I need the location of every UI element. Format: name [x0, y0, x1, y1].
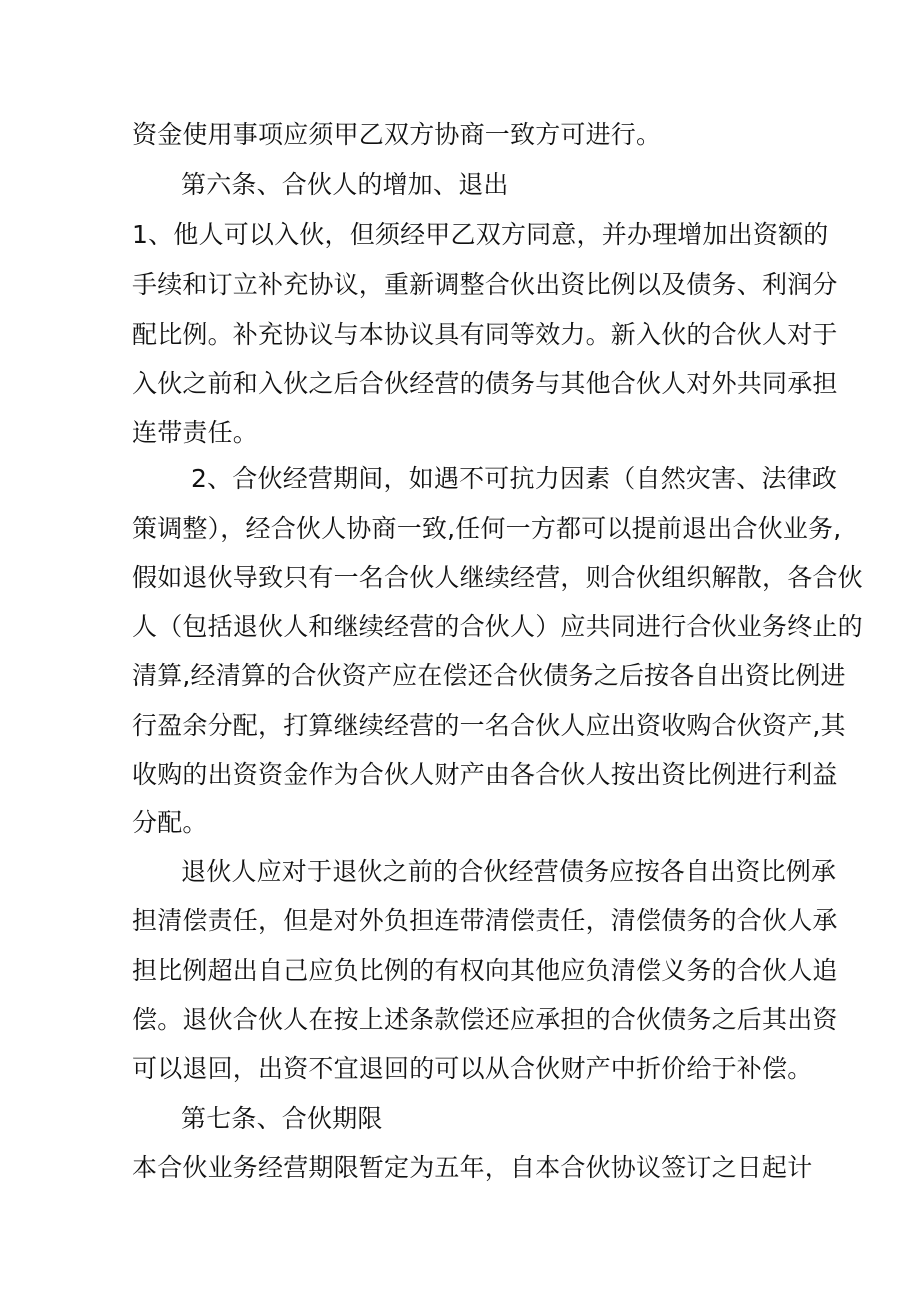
text-line-18: 担比例超出自己应负比例的有权向其他应负清偿义务的合伙人追 [132, 956, 838, 985]
article-6-heading: 第六条、合伙人的增加、退出 [181, 170, 509, 199]
text-line-12: 清算,经清算的合伙资产应在偿还合伙债务之后按各自出资比例进 [132, 661, 846, 690]
text-line-6: 入伙之前和入伙之后合伙经营的债务与其他合伙人对外共同承担 [132, 369, 838, 398]
text-line-20: 可以退回，出资不宜退回的可以从合伙财产中折价给于补偿。 [132, 1054, 813, 1083]
text-line-13: 行盈余分配，打算继续经营的一名合伙人应出资收购合伙资产,其 [132, 711, 846, 740]
text-line-16: 退伙人应对于退伙之前的合伙经营债务应按各自出资比例承 [181, 857, 837, 886]
text-line-15: 分配。 [132, 808, 208, 837]
text-line-14: 收购的出资资金作为合伙人财产由各合伙人按出资比例进行利益 [132, 760, 838, 789]
article-7-heading: 第七条、合伙期限 [181, 1104, 383, 1133]
text-line-17: 担清偿责任，但是对外负担连带清偿责任，清偿债务的合伙人承 [132, 906, 838, 935]
text-line-3: 1、他人可以入伙，但须经甲乙双方同意，并办理增加出资额的 [132, 220, 829, 249]
text-line-22: 本合伙业务经营期限暂定为五年，自本合伙协议签订之日起计 [132, 1153, 813, 1182]
text-line-10: 假如退伙导致只有一名合伙人继续经营，则合伙组织解散，各合伙 [132, 563, 863, 592]
text-line-7: 连带责任。 [132, 418, 259, 447]
text-line-4: 手续和订立补充协议，重新调整合伙出资比例以及债务、利润分 [132, 270, 838, 299]
text-line-9: 策调整），经合伙人协商一致,任何一方都可以提前退出合伙业务, [132, 514, 842, 543]
text-line-8: 2、合伙经营期间，如遇不可抗力因素（自然灾害、法律政 [191, 464, 838, 493]
text-line-1: 资金使用事项应须甲乙双方协商一致方可进行。 [132, 120, 662, 149]
text-line-11: 人（包括退伙人和继续经营的合伙人）应共同进行合伙业务终止的 [132, 612, 863, 641]
text-line-5: 配比例。补充协议与本协议具有同等效力。新入伙的合伙人对于 [132, 320, 838, 349]
text-line-19: 偿。退伙合伙人在按上述条款偿还应承担的合伙债务之后其出资 [132, 1005, 838, 1034]
